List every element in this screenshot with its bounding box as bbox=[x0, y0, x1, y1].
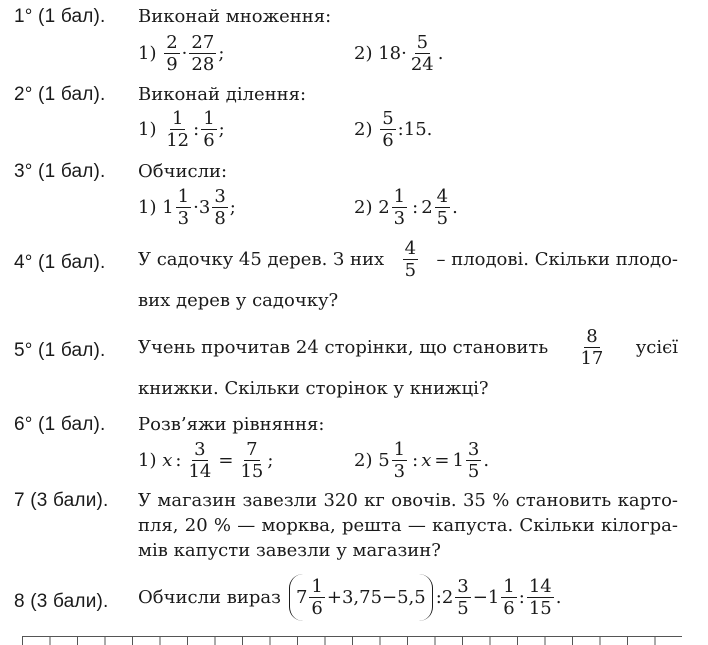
task-text-line-2: пля, 20 % — морква, решта — капуста. Скільки кілогра- bbox=[138, 515, 678, 536]
operator: : bbox=[397, 119, 404, 140]
item-marker: 2) bbox=[354, 197, 373, 218]
fraction: $\frac{7}{15}$ bbox=[240, 439, 264, 482]
fraction: $\frac{14}{15}$ bbox=[528, 576, 552, 619]
fraction: $\frac{8}{17}$ bbox=[580, 326, 604, 369]
item-2: 2) $\frac{5}{6}$ : 15 . bbox=[354, 108, 433, 151]
operator: · bbox=[193, 197, 199, 218]
item-marker: 2) bbox=[354, 450, 373, 471]
item-2: 2) 18 · $\frac{5}{24}$ . bbox=[354, 32, 444, 75]
decimal: 3,75 bbox=[341, 587, 383, 608]
task-text: Обчисли вираз bbox=[138, 587, 281, 608]
equals-sign: = bbox=[218, 450, 234, 471]
fraction: $\frac{1}{6}$ bbox=[203, 108, 215, 151]
item-2: 2) 5 $\frac{1}{3}$ : x = 1 $\frac{3}{5}$ . bbox=[354, 439, 490, 482]
operator: : bbox=[435, 587, 442, 608]
whole-number: 15 bbox=[403, 119, 427, 140]
task-label: 1° (1 бал). bbox=[14, 6, 106, 27]
mixed-number: 2 $\frac{3}{5}$ bbox=[441, 576, 469, 619]
item-marker: 1) bbox=[138, 43, 157, 64]
task-label: 5° (1 бал). bbox=[14, 340, 106, 361]
task-text-line-3: мів капусти завезли у магазин? bbox=[138, 540, 441, 561]
operator: · bbox=[401, 43, 407, 64]
operator: · bbox=[181, 43, 188, 64]
mixed-number: 7 $\frac{1}{6}$ bbox=[295, 576, 323, 619]
item-1: 1) $\frac{2}{9}$ · $\frac{27}{28}$ ; bbox=[138, 32, 225, 75]
whole-number: 18 bbox=[378, 43, 402, 64]
fraction: $\frac{4}{5}$ bbox=[404, 238, 417, 281]
item-2: 2) 2 $\frac{1}{3}$ : 2 $\frac{4}{5}$ . bbox=[354, 186, 458, 229]
decimal: 5,5 bbox=[397, 587, 426, 608]
fraction: $\frac{3}{14}$ bbox=[188, 439, 212, 482]
operator: : bbox=[518, 587, 525, 608]
task-label: 7 (3 бали). bbox=[14, 490, 109, 511]
task-question: Обчисли: bbox=[138, 161, 228, 182]
task-text-line-1: Учень прочитав 24 сторінки, що становить $\frac{8}{17}$ усієї bbox=[138, 326, 678, 369]
variable: x bbox=[421, 450, 432, 471]
fraction: $\frac{5}{24}$ bbox=[410, 32, 434, 75]
parenthesized-group: 7 $\frac{1}{6}$ + 3,75 − 5,5 bbox=[289, 574, 433, 621]
fraction: $\frac{5}{6}$ bbox=[382, 108, 394, 151]
operator: : bbox=[412, 450, 419, 471]
task-text-line-1: У садочку 45 дерев. З них $\frac{4}{5}$ – плодові. Скільки плодо- bbox=[138, 238, 678, 281]
task-label: 4° (1 бал). bbox=[14, 252, 106, 273]
fraction: $\frac{27}{28}$ bbox=[191, 32, 215, 75]
mixed-number: 5 $\frac{1}{3}$ bbox=[378, 439, 406, 482]
item-1: 1) 1 $\frac{1}{3}$ · 3 $\frac{3}{8}$ ; bbox=[138, 186, 236, 229]
item-marker: 1) bbox=[138, 119, 157, 140]
mixed-number: 3 $\frac{3}{8}$ bbox=[198, 186, 226, 229]
item-1: 1) $\frac{1}{12}$ : $\frac{1}{6}$ ; bbox=[138, 108, 225, 151]
mixed-number: 2 $\frac{4}{5}$ bbox=[421, 186, 449, 229]
equals-sign: = bbox=[434, 450, 450, 471]
operator: : bbox=[412, 197, 419, 218]
mixed-number: 1 $\frac{1}{3}$ bbox=[162, 186, 190, 229]
task-label: 3° (1 бал). bbox=[14, 161, 106, 182]
fraction: $\frac{2}{9}$ bbox=[166, 32, 178, 75]
item-1: 1) x : $\frac{3}{14}$ = $\frac{7}{15}$ ; bbox=[138, 439, 274, 482]
mixed-number: 1 $\frac{1}{6}$ bbox=[487, 576, 515, 619]
operator: : bbox=[175, 450, 182, 471]
task-text-line-1: У магазин завезли 320 кг овочів. 35 % становить карто- bbox=[138, 490, 678, 511]
task-text-line-2: вих дерев у садочку? bbox=[138, 290, 339, 311]
fraction: $\frac{1}{12}$ bbox=[166, 108, 190, 151]
item-marker: 2) bbox=[354, 43, 373, 64]
task-label: 8 (3 бали). bbox=[14, 591, 109, 612]
operator: − bbox=[472, 587, 488, 608]
task-question: Розв’яжи рівняння: bbox=[138, 414, 325, 435]
variable: x bbox=[162, 450, 173, 471]
item-marker: 1) bbox=[138, 197, 157, 218]
operator: : bbox=[193, 119, 200, 140]
task-question: Виконай множення: bbox=[138, 6, 332, 27]
task-text-line-2: книжки. Скільки сторінок у книжці? bbox=[138, 378, 489, 399]
task-label: 6° (1 бал). bbox=[14, 414, 106, 435]
item-marker: 2) bbox=[354, 119, 373, 140]
item-marker: 1) bbox=[138, 450, 157, 471]
task-question: Виконай ділення: bbox=[138, 84, 307, 105]
expression: Обчисли вираз 7 $\frac{1}{6}$ + 3,75 − 5,5 : 2 $\frac{3}{5}$ − 1 $\frac{1}{6}$ : $\frac{14}{15}$ . bbox=[138, 576, 562, 619]
mixed-number: 2 $\frac{1}{3}$ bbox=[378, 186, 406, 229]
task-label: 2° (1 бал). bbox=[14, 84, 106, 105]
mixed-number: 1 $\frac{3}{5}$ bbox=[452, 439, 480, 482]
